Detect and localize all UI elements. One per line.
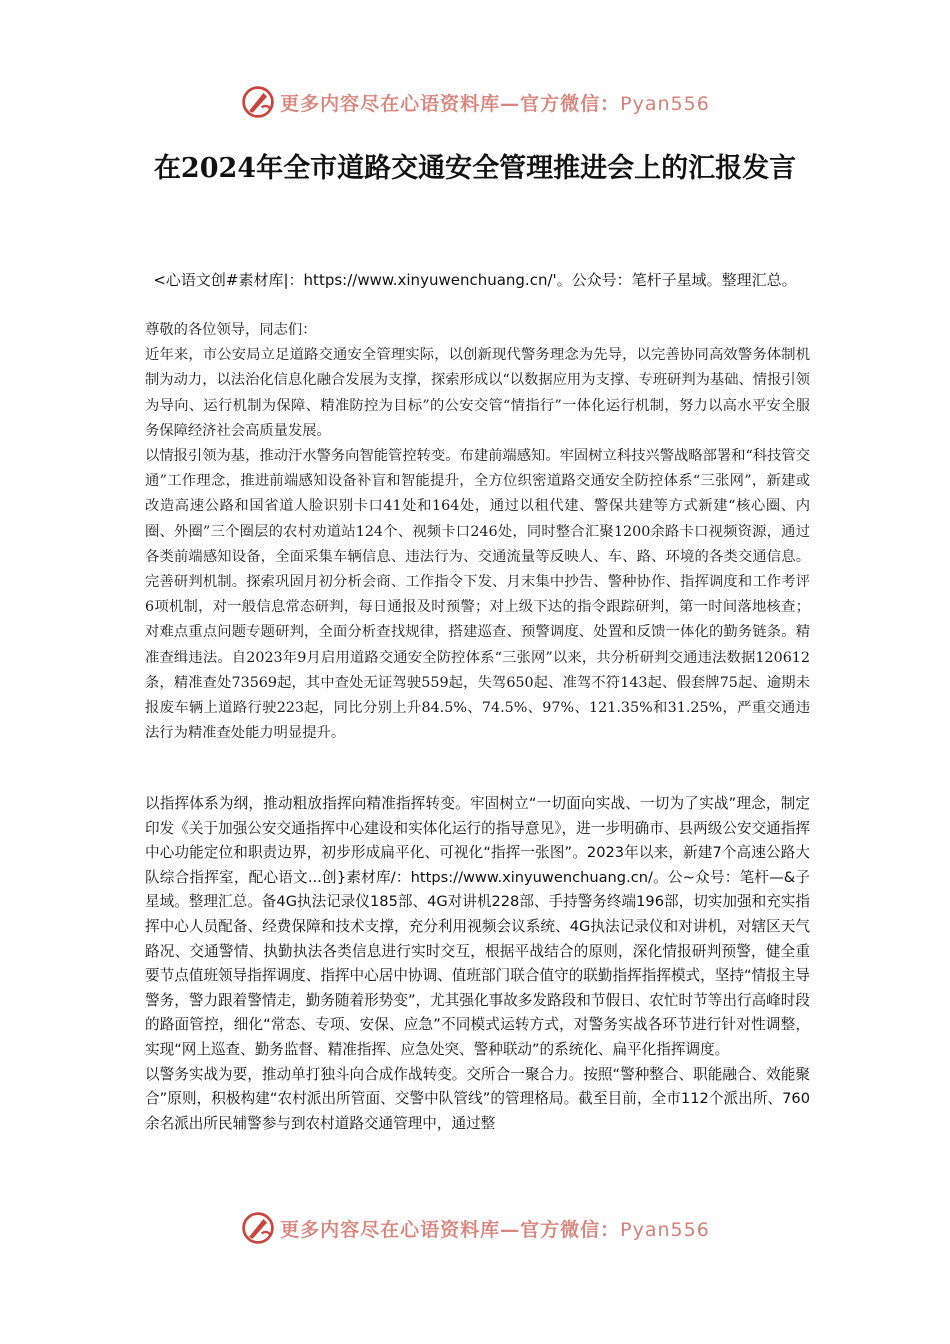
footer-banner [0,1208,950,1248]
paragraph: 以警务实战为要，推动单打独斗向合成作战转变。交所合一聚合力。按照“警种整合、职能融合、效能聚合”原则，积极构建“农村派出所管面、交警中队管线”的管理格局。截至目前，全市112个派出所、760余名派出所民辅警参与到农村道路交通管理中，通过整 [145,1065,810,1132]
salutation: 尊敬的各位领导，同志们： [145,322,317,338]
header-banner-text: 更多内容尽在心语资料库—官方微信：Pyan556 [280,92,710,115]
header-banner [0,82,950,122]
paragraph: 近年来，市公安局立足道路交通安全管理实际，以创新现代警务理念为先导，以完善协同高效警务体制机制为动力，以法治化信息化融合发展为支撑，探索形成以“以数据应用为支撑、专班研判为基础、情报引领为导向、运行机制为保障、精准防控为目标”的公安交管“情指行”一体化运行机制，努力以高水平安全服务保障经济社会高质量发展。 [145,347,810,439]
logo-icon [240,1210,276,1246]
footer-banner-text: 更多内容尽在心语资料库—官方微信：Pyan556 [280,1218,710,1241]
source-line: <心语文创#素材库|：https://www.xinyuwenchuang.cn/'。公众号：笔杆子星域。整理汇总。 [153,271,797,289]
header-wechat-id: Pyan556 [620,92,710,115]
document-body-sans [145,792,810,1136]
footer-wechat-id: Pyan556 [620,1218,710,1241]
document-body-serif [145,318,810,746]
paragraph: 以情报引领为基，推动汗水警务向智能管控转变。布建前端感知。牢固树立科技兴警战略部署和“科技管交通”工作理念，推进前端感知设备补盲和智能提升，全方位织密道路交通安全防控体系“三张网”，新建或改造高速公路和国省道人脸识别卡口41处和164处，通过以租代建、警保共建等方式新建“核心圈、内圈、外圈”三个圈层的农村劝道站124个、视频卡口246处，同时整合汇聚1200余路卡口视频资源，通过各类前端感知设备，全面采集车辆信息、违法行为、交通流量等反映人、车、路、环境的各类交通信息。完善研判机制。探索巩固月初分析会商、工作指令下发、月末集中抄告、警种协作、指挥调度和工作考评6项机制，对一般信息常态研判，每日通报及时预警；对上级下达的指令跟踪研判，第一时间落地核查；对难点重点问题专题研判，全面分析查找规律，搭建巡查、预警调度、处置和反馈一体化的勤务链条。精准查缉违法。自2023年9月启用道路交通安全防控体系“三张网”以来，共分析研判交通违法数据120612条，精准查处73569起，其中查处无证驾驶559起，失驾650起、准驾不符143起、假套牌75起、逾期未报废车辆上道路行驶223起，同比分别上升84.5%、74.5%、97%、121.35%和31.25%，严重交通违法行为精准查处能力明显提升。 [145,448,810,742]
logo-icon [240,84,276,120]
paragraph: 以指挥体系为纲，推动粗放指挥向精准指挥转变。牢固树立“一切面向实战、一切为了实战”理念，制定印发《关于加强公安交通指挥中心建设和实体化运行的指导意见》，进一步明确市、县两级公安交通指挥中心功能定位和职责边界，初步形成扁平化、可视化“指挥一张图”。2023年以来，新建7个高速公路大队综合指挥室，配心语文...创}素材库/：https://www.xinyuwenchuang.cn/。公~众号：笔杆—&子星域。整理汇总。备4G执法记录仪185部、4G对讲机228部、手持警务终端196部，切实加强和充实指挥中心人员配备、经费保障和技术支撑，充分利用视频会议系统、4G执法记录仪和对讲机，对辖区天气路况、交通警情、执勤执法各类信息进行实时交互，根据平战结合的原则，深化情报研判预警，健全重要节点值班领导指挥调度、指挥中心居中协调、值班部门联合值守的联勤指挥指挥模式，坚持“情报主导警务，警力跟着警情走，勤务随着形势变”，尤其强化事故多发路段和节假日、农忙时节等出行高峰时段的路面管控，细化“常态、专项、安保、应急”不同模式运转方式，对警务实战各环节进行针对性调整，实现“网上巡查、勤务监督、精准指挥、应急处突、警种联动”的系统化、扁平化指挥调度。 [145,795,810,1058]
page-title: 在2024年全市道路交通安全管理推进会上的汇报发言 [153,153,797,184]
